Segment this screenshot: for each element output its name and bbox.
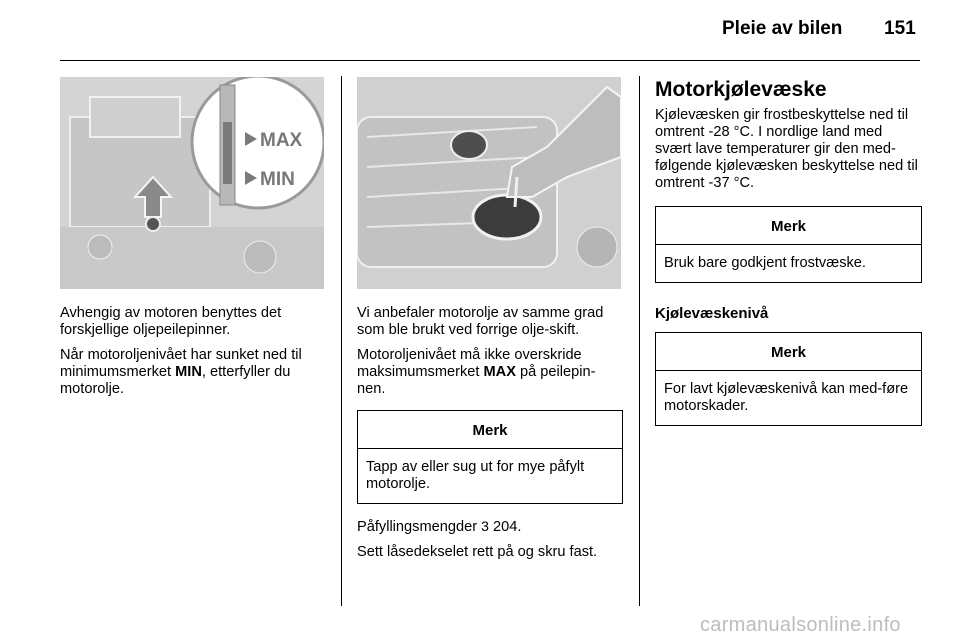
column-divider-1 — [341, 76, 342, 606]
paragraph: Avhengig av motoren benyttes det forskjellige oljepeilepinner. — [60, 305, 282, 338]
min-label: MIN — [260, 169, 295, 190]
note-box — [357, 410, 623, 504]
page-reference-arrow-icon: 3 — [481, 518, 489, 534]
note-box — [655, 206, 922, 283]
subsection-title: Kjølevæskenivå — [655, 305, 769, 322]
paragraph: Kjølevæsken gir frostbeskyttelse ned til omtrent -28 °C. I nordlige land med svært lave temperaturer gir den med-følgende kjølevæsken beskyttelse ned til omtrent -37 °C. — [655, 107, 918, 191]
page-number: 151 — [884, 18, 916, 39]
header-rule — [60, 60, 920, 61]
oil-cap-icon — [451, 131, 487, 159]
column-2 — [357, 305, 623, 569]
note-title: Merk — [358, 411, 622, 449]
page-header-title: Pleie av bilen — [722, 18, 843, 39]
section-title: Motorkjølevæske — [655, 78, 827, 101]
note-text: Bruk bare godkjent frostvæske. — [664, 255, 866, 271]
paragraph: Sett låsedekselet rett på og skru fast. — [357, 544, 598, 560]
note-text: For lavt kjølevæskenivå kan med-føre motorskader. — [664, 381, 909, 414]
watermark: carmanualsonline.info — [700, 614, 901, 636]
min-mark: MIN — [175, 364, 202, 380]
paragraph: Vi anbefaler motorolje av samme grad som ble brukt ved forrige olje-skift. — [357, 305, 604, 338]
column-3 — [655, 78, 922, 440]
oil-filling-figure — [357, 77, 621, 289]
note-title: Merk — [656, 207, 921, 245]
dipstick-figure — [60, 77, 324, 289]
note-title: Merk — [656, 333, 921, 371]
fill-quantities-reference: Påfyllingsmengder 3 204. — [357, 518, 522, 535]
paragraph: Motoroljenivået må ikke overskride maksimumsmerket MAX på peilepin-nen. — [357, 347, 596, 397]
column-1 — [60, 305, 326, 406]
note-text: Tapp av eller sug ut for mye påfylt motorolje. — [366, 459, 585, 492]
max-mark: MAX — [483, 364, 516, 380]
column-divider-2 — [639, 76, 640, 606]
max-label: MAX — [260, 130, 303, 151]
note-box — [655, 332, 922, 426]
paragraph: Når motoroljenivået har sunket ned til minimumsmerket MIN, etterfyller du motorolje. — [60, 347, 302, 397]
